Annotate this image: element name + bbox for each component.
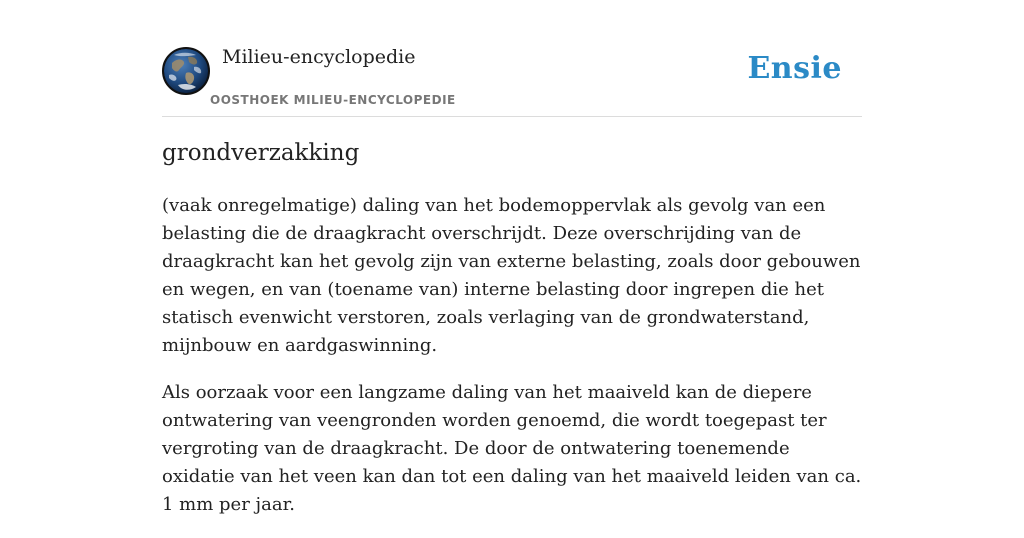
ensie-logo-link[interactable]: Ensie	[747, 51, 842, 86]
source-title[interactable]: Milieu-encyclopedie	[222, 46, 416, 68]
entry-term: grondverzakking	[162, 140, 360, 166]
entry-body	[162, 192, 862, 538]
page	[162, 0, 862, 515]
earth-globe-icon	[162, 47, 210, 95]
entry-paragraph: Als oorzaak voor een langzame daling van het maaiveld kan de diepere ontwatering van veengronden worden genoemd, die wordt toegepast ter vergroting van de draagkracht. De door de ontwatering toenemende oxidatie van het veen kan dan tot een daling van het maaiveld leiden van ca. 1 mm per jaar.	[162, 382, 862, 515]
header	[162, 0, 862, 117]
source-subtitle: OOSTHOEK MILIEU-ENCYCLOPEDIE	[210, 93, 456, 107]
entry-paragraph: (vaak onregelmatige) daling van het bodemoppervlak als gevolg van een belasting die de draagkracht overschrijdt. Deze overschrijding van de draagkracht kan het gevolg zijn van externe belasting, zoals door gebouwen en wegen, en van (toename van) interne belasting door ingrepen die het statisch evenwicht verstoren, zoals verlaging van de grondwaterstand, mijnbouw en aardgaswinning.	[162, 195, 861, 356]
